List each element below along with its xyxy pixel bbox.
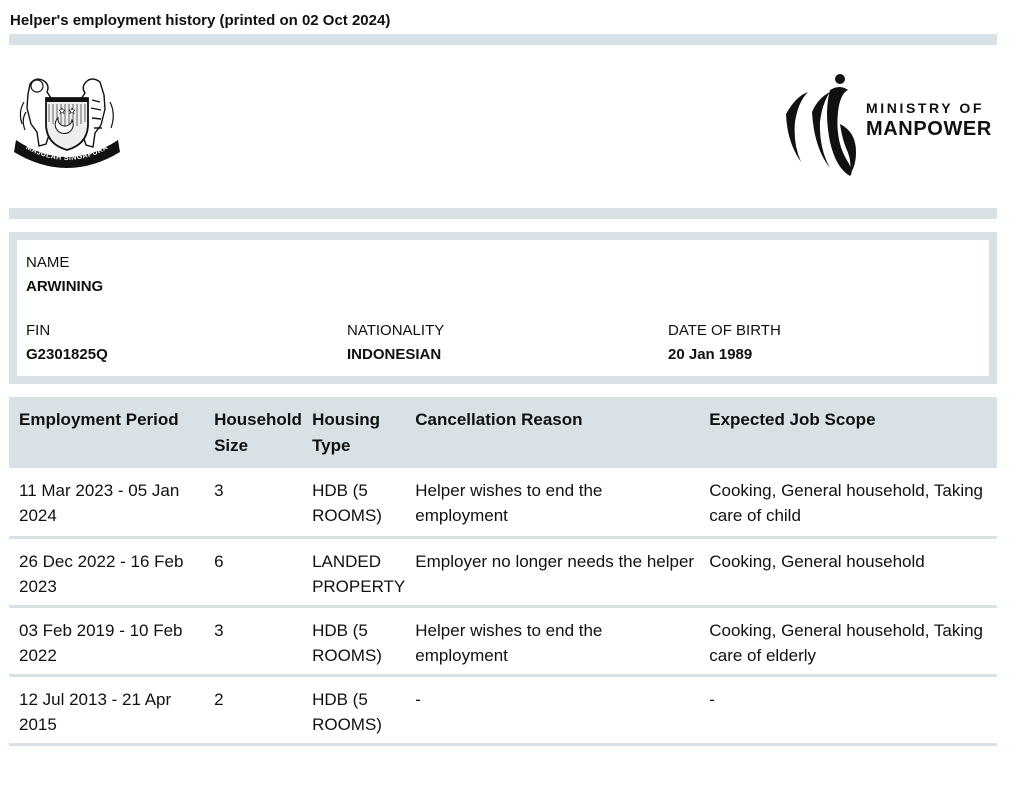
table-header-row (9, 397, 997, 468)
cell-housing-type: HDB (5 ROOMS) (302, 468, 405, 537)
cell-household-size: 3 (204, 606, 302, 675)
header-household-size: Household Size (204, 397, 302, 468)
nationality-value: INDONESIAN (347, 346, 442, 363)
dob-value: 20 Jan 1989 (668, 346, 753, 363)
cell-housing-type: HDB (5 ROOMS) (302, 606, 405, 675)
top-divider-band (9, 34, 997, 45)
cell-housing-type: LANDED PROPERTY (302, 537, 405, 606)
table-row (9, 468, 997, 537)
cell-household-size: 6 (204, 537, 302, 606)
cell-employment-period: 12 Jul 2013 - 21 Apr 2015 (9, 675, 204, 744)
cell-cancellation-reason: Employer no longer needs the helper (405, 537, 699, 606)
employment-history-table (9, 397, 997, 746)
cell-cancellation-reason: Helper wishes to end the employment (405, 468, 699, 537)
header-employment-period: Employment Period (9, 397, 204, 468)
helper-info-card (9, 232, 997, 384)
mom-logo-line-1: MINISTRY OF (866, 100, 985, 116)
cell-household-size: 2 (204, 675, 302, 744)
page-title: Helper's employment history (printed on 02 Oct 2024) (10, 12, 391, 29)
cell-employment-period: 03 Feb 2019 - 10 Feb 2022 (9, 606, 204, 675)
mom-logo (782, 72, 996, 178)
cell-housing-type: HDB (5 ROOMS) (302, 675, 405, 744)
cell-expected-job-scope: Cooking, General household (699, 537, 997, 606)
cell-employment-period: 11 Mar 2023 - 05 Jan 2024 (9, 468, 204, 537)
nationality-label: NATIONALITY (347, 322, 445, 339)
helper-info-inner (17, 240, 989, 376)
cell-cancellation-reason: Helper wishes to end the employment (405, 606, 699, 675)
header-expected-job-scope: Expected Job Scope (699, 397, 997, 468)
name-label: NAME (26, 254, 70, 271)
cell-employment-period: 26 Dec 2022 - 16 Feb 2023 (9, 537, 204, 606)
crest-motto: MAJULAH SINGAPURA (24, 142, 110, 163)
mom-logo-line-2: MANPOWER (866, 118, 992, 140)
name-value: ARWINING (26, 278, 104, 295)
cell-expected-job-scope: - (699, 675, 997, 744)
cell-household-size: 3 (204, 468, 302, 537)
mom-logo-icon (782, 72, 866, 178)
singapore-coat-of-arms-icon (12, 72, 122, 172)
cell-expected-job-scope: Cooking, General household, Taking care of child (699, 468, 997, 537)
table-row (9, 675, 997, 744)
fin-value: G2301825Q (26, 346, 108, 363)
table-row (9, 606, 997, 675)
dob-label: DATE OF BIRTH (668, 322, 781, 339)
cell-expected-job-scope: Cooking, General household, Taking care of elderly (699, 606, 997, 675)
header-cancellation-reason: Cancellation Reason (405, 397, 699, 468)
header-housing-type: Housing Type (302, 397, 405, 468)
cell-cancellation-reason: - (405, 675, 699, 744)
table-row (9, 537, 997, 606)
middle-divider-band (9, 208, 997, 219)
fin-label: FIN (26, 322, 51, 339)
